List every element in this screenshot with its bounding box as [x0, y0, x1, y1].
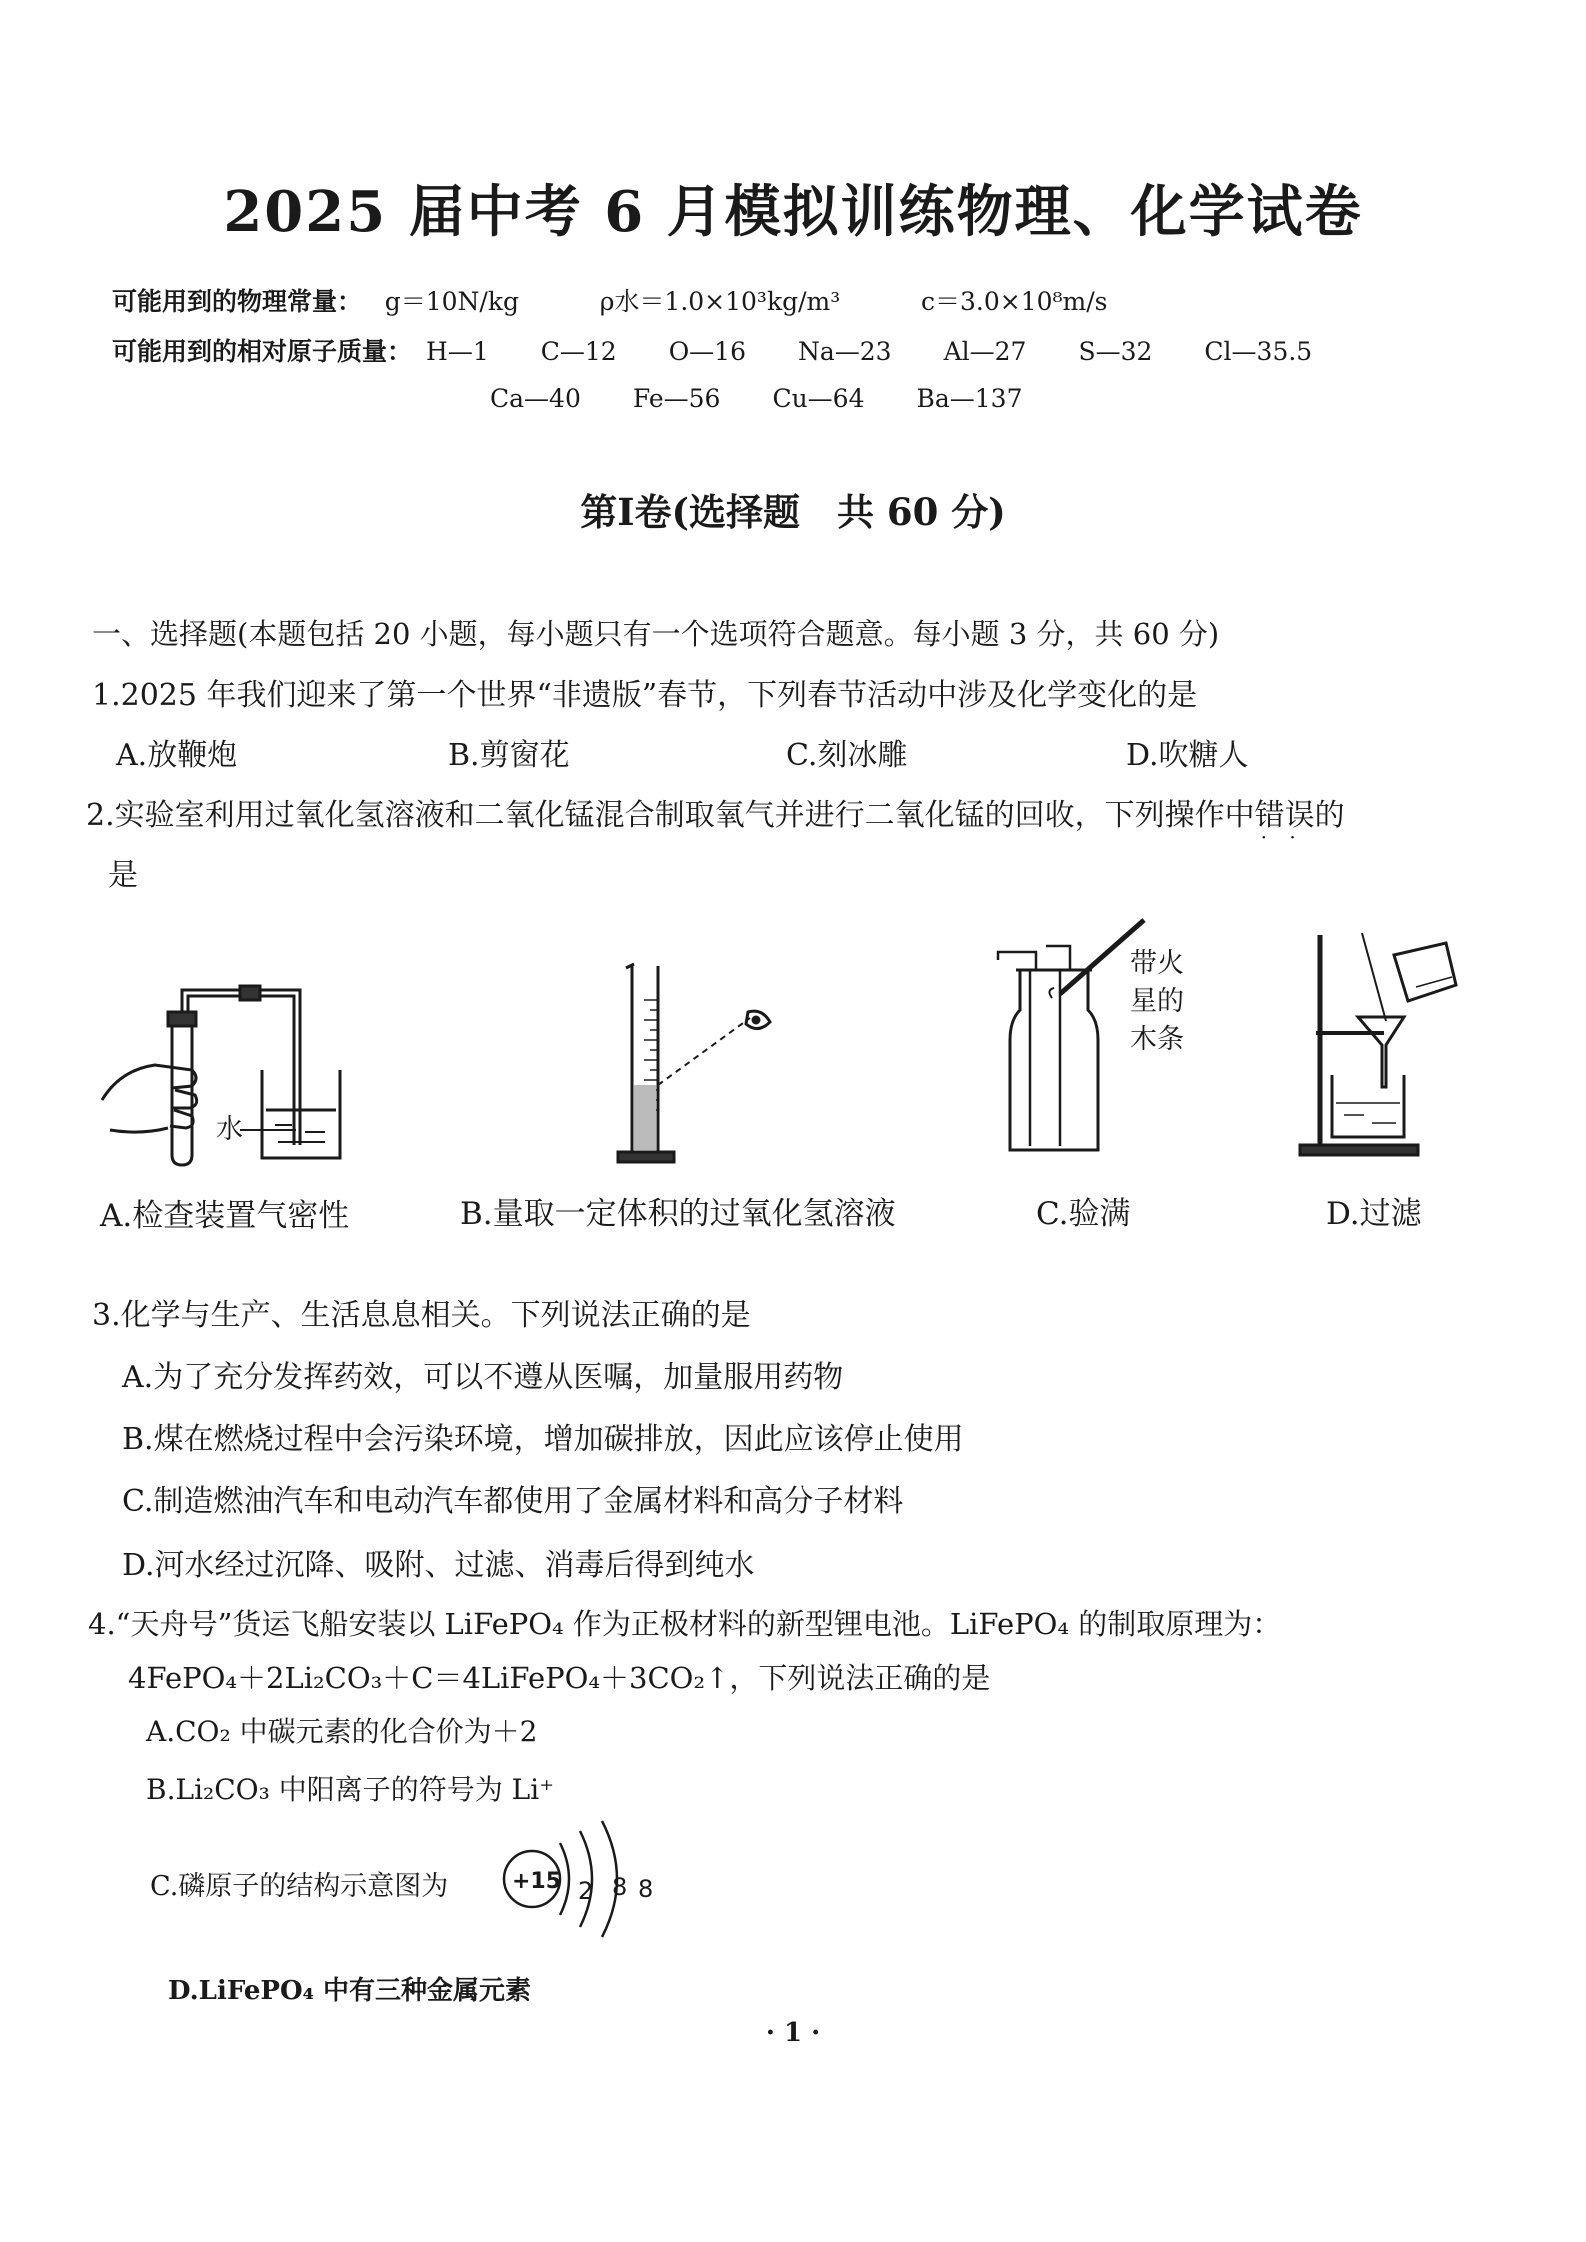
phosphorus-atom-structure-diagram	[500, 1815, 670, 1945]
figure-a-water-label: 水	[216, 1114, 243, 1145]
figure-c-label-line2: 星的	[1130, 986, 1184, 1017]
shell-1-count: 2	[578, 1877, 594, 1905]
q1-option-a: A.放鞭炮	[116, 738, 238, 773]
q2-caption-b: B.量取一定体积的过氧化氢溶液	[460, 1196, 896, 1232]
question-2-stem-line2: 是	[108, 858, 138, 893]
q1-option-b: B.剪窗花	[448, 738, 570, 773]
atomic-mass-item: Cl—35.5	[1204, 337, 1313, 366]
figure-c-label-line3: 木条	[1130, 1024, 1184, 1055]
q3-option-a: A.为了充分发挥药效，可以不遵从医嘱，加量服用药物	[122, 1360, 844, 1395]
q4-option-d: D.LiFePO₄ 中有三种金属元素	[168, 1976, 532, 2006]
physical-constants	[112, 282, 1107, 318]
page-number: · 1 ·	[765, 2018, 821, 2048]
atomic-mass-item: Fe—56	[632, 384, 721, 413]
atomic-masses-row2	[490, 384, 1075, 413]
q4-option-a: A.CO₂ 中碳元素的化合价为＋2	[146, 1715, 538, 1748]
q3-option-d: D.河水经过沉降、吸附、过滤、消毒后得到纯水	[122, 1548, 755, 1583]
q3-option-c: C.制造燃油汽车和电动汽车都使用了金属材料和高分子材料	[122, 1484, 904, 1519]
atomic-mass-item: S—32	[1078, 337, 1153, 366]
q2-stem-tail: 的	[1314, 798, 1345, 833]
nucleus-charge: +15	[512, 1869, 562, 1894]
atomic-mass-item: H—1	[426, 337, 489, 366]
q4-option-b: B.Li₂CO₃ 中阳离子的符号为 Li⁺	[146, 1773, 554, 1806]
atomic-mass-item: Ba—137	[916, 384, 1023, 413]
atomic-mass-item: Na—23	[798, 337, 892, 366]
q2-caption-c: C.验满	[1036, 1196, 1131, 1232]
figure-d-filtration	[1296, 925, 1476, 1165]
q2-caption-d: D.过滤	[1326, 1196, 1422, 1232]
shell-3-count: 8	[638, 1875, 654, 1903]
atomic-masses-label: 可能用到的相对原子质量：	[112, 337, 413, 366]
atomic-masses-row1	[112, 332, 1364, 368]
atomic-mass-item: Ca—40	[490, 384, 581, 413]
constants-label: 可能用到的物理常量：	[112, 287, 363, 316]
question-4-stem-line2: 4FePO₄＋2Li₂CO₃＋C＝4LiFePO₄＋3CO₂↑，下列说法正确的是	[128, 1661, 991, 1695]
q1-option-d: D.吹糖人	[1126, 738, 1249, 773]
question-1-stem: 1.2025 年我们迎来了第一个世界“非遗版”春节，下列春节活动中涉及化学变化的是	[92, 678, 1198, 713]
shell-2-count: 8	[612, 1873, 628, 1901]
question-4-stem-line1: 4.“天舟号”货运飞船安装以 LiFePO₄ 作为正极材料的新型锂电池。LiFePO₄ 的制取原理为：	[88, 1607, 1282, 1641]
figure-a-airtightness	[100, 960, 360, 1175]
exam-title: 2025 届中考 6 月模拟训练物理、化学试卷	[223, 179, 1363, 245]
question-2-stem	[86, 790, 1345, 834]
figure-c-label-line1: 带火	[1130, 948, 1184, 979]
constant-rho-water: ρ水＝1.0×10³kg/m³	[599, 287, 841, 316]
q1-option-c: C.刻冰雕	[786, 738, 908, 773]
q2-stem-text: 2.实验室利用过氧化氢溶液和二氧化锰混合制取氧气并进行二氧化锰的回收，下列操作中	[86, 798, 1255, 833]
q2-stem-emphasis: 错误 · ·	[1255, 798, 1315, 833]
atomic-mass-item: Cu—64	[772, 384, 865, 413]
q2-caption-a: A.检查装置气密性	[100, 1198, 350, 1234]
volume-heading: 第Ⅰ卷(选择题 共 60 分)	[580, 490, 1006, 534]
q4-option-c-text: C.磷原子的结构示意图为	[150, 1871, 449, 1902]
atomic-mass-item: C—12	[540, 337, 617, 366]
question-3-stem: 3.化学与生产、生活息息相关。下列说法正确的是	[92, 1298, 751, 1333]
section-heading: 一、选择题(本题包括 20 小题，每小题只有一个选项符合题意。每小题 3 分，共 60 分)	[92, 617, 1220, 651]
figure-c-gas-bottle	[980, 910, 1240, 1160]
figure-b-measuring-cylinder	[610, 960, 780, 1170]
constant-c: c＝3.0×10⁸m/s	[920, 287, 1108, 316]
q3-option-b: B.煤在燃烧过程中会污染环境，增加碳排放，因此应该停止使用	[122, 1422, 964, 1457]
atomic-mass-item: O—16	[668, 337, 746, 366]
atomic-mass-item: Al—27	[943, 337, 1027, 366]
constant-g: g＝10N/kg	[384, 287, 519, 316]
